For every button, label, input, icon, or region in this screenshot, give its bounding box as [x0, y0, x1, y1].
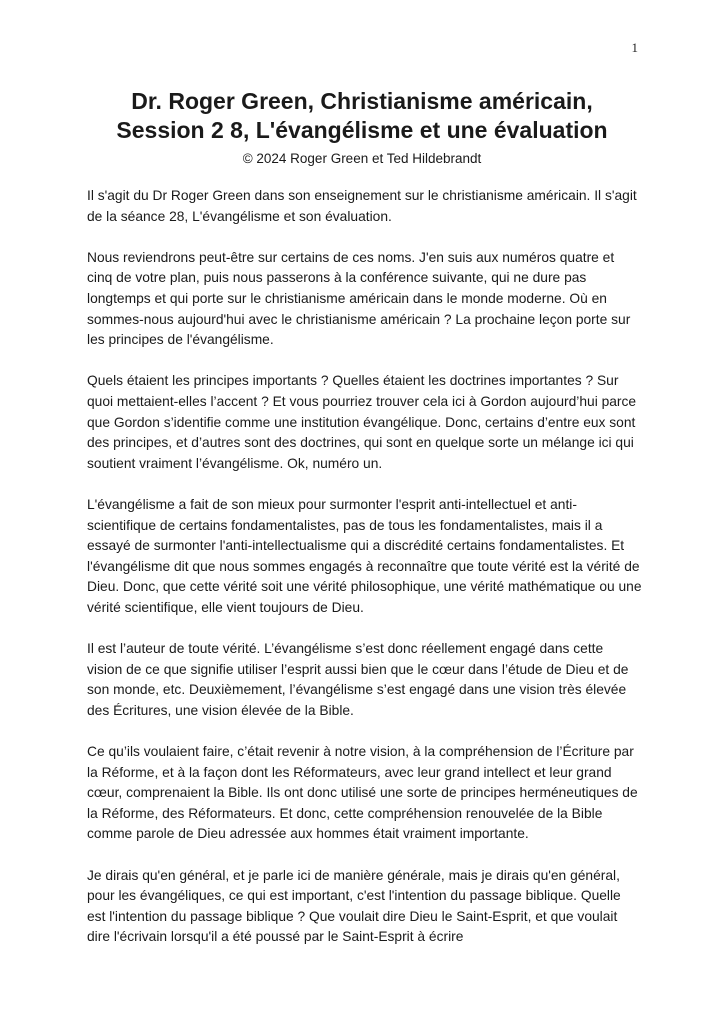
paragraph: Nous reviendrons peut-être sur certains de ces noms. J'en suis aux numéros quatre et cinq de votre plan, puis nous passerons à la conférence suivante, qui ne dure pas longtemps et qui porte sur le christianisme américain dans le monde moderne. Où en sommes-nous aujourd'hui avec le christianisme américain ? La prochaine leçon porte sur les principes de l'évangélisme.: [87, 249, 631, 348]
transcript-body: [87, 186, 642, 969]
page-number: 1: [631, 40, 638, 55]
paragraph: Ce qu’ils voulaient faire, c’était revenir à notre vision, à la compréhension de l’Écriture par la Réforme, et à la façon dont les Réformateurs, avec leur grand intellect et leur grand cœur, comprenaient la Bible. Ils ont donc utilisé une sorte de principes herméneutiques de la Réforme, des Réformateurs. Et donc, cette compréhension renouvelée de la Bible comme parole de Dieu adressée aux hommes était vraiment importante.: [87, 744, 638, 842]
paragraph: Je dirais qu'en général, et je parle ici de manière générale, mais je dirais qu'en général, pour les évangéliques, ce qui est important, c'est l'intention du passage biblique. Quelle est l'intention du passage biblique ? Que voulait dire Dieu le Saint-Esprit, et que voulait dire l'écrivain lorsqu'il a été poussé par le Saint-Esprit à écrire: [87, 867, 621, 945]
paragraph: L'évangélisme a fait de son mieux pour surmonter l'esprit anti-intellectuel et anti-scientifique de certains fondamentalistes, pas de tous les fondamentalistes, mais il a essayé de surmonter l'anti-intellectualisme qui a discrédité certains fondamentalistes. Et l'évangélisme dit que nous sommes engagés à reconnaître que toute vérité est la vérité de Dieu. Donc, que cette vérité soit une vérité philosophique, une vérité mathématique ou une vérité scientifique, elle vient toujours de Dieu.: [87, 496, 642, 615]
title-line-2: Session 2 8, L'évangélisme et une évaluation: [116, 117, 608, 143]
document-title: [0, 87, 724, 145]
paragraph: Quels étaient les principes importants ? Quelles étaient les doctrines importantes ? Sur quoi mettaient-elles l’accent ? Et vous pourriez trouver cela ici à Gordon aujourd’hui parce que Gordon s’identifie comme une institution évangélique. Donc, certains d’entre eux sont des principes, et d’autres sont des doctrines, qui sont en quelque sorte un mélange ici qui soutient vraiment l’évangélisme. Ok, numéro un.: [87, 373, 637, 471]
title-line-1: Dr. Roger Green, Christianisme américain,: [131, 88, 593, 114]
copyright-line: © 2024 Roger Green et Ted Hildebrandt: [242, 151, 482, 166]
paragraph: Il s'agit du Dr Roger Green dans son enseignement sur le christianisme américain. Il s'agit de la séance 28, L'évangélisme et son évaluation.: [87, 188, 637, 224]
paragraph: Il est l’auteur de toute vérité. L’évangélisme s’est donc réellement engagé dans cette vision de ce que signifie utiliser l’esprit aussi bien que le cœur dans l’étude de Dieu et de son monde, etc. Deuxièmement, l’évangélisme s’est engagé dans une vision très élevée des Écritures, une vision élevée de la Bible.: [87, 641, 629, 718]
